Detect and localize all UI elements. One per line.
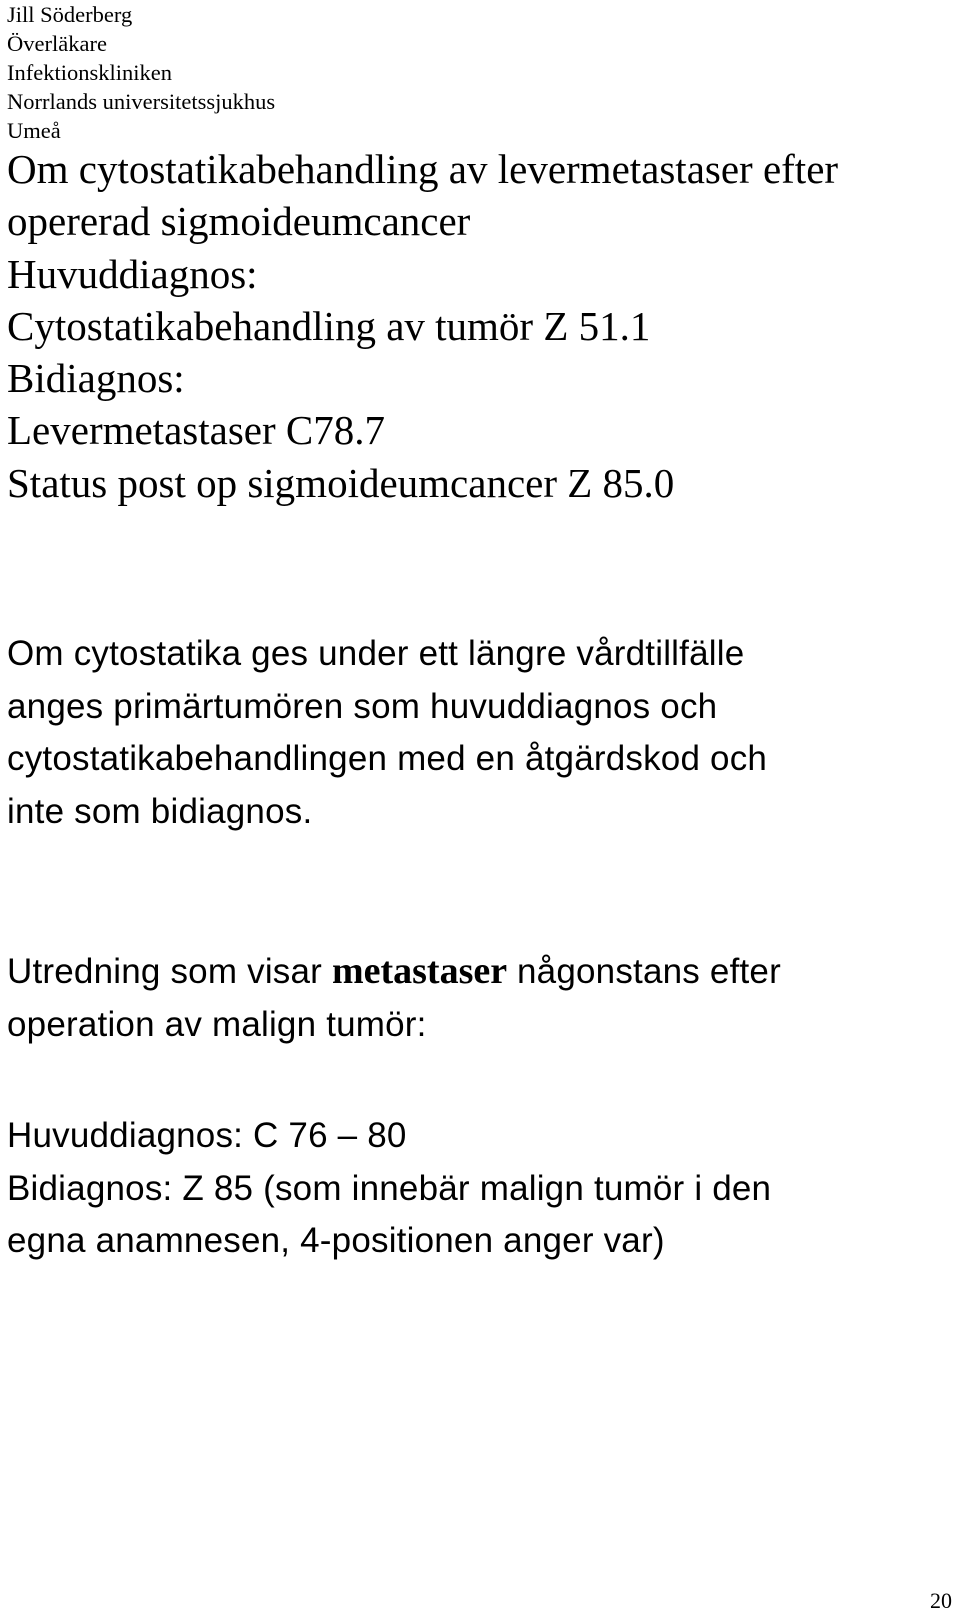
page-number: 20: [930, 1588, 952, 1613]
author-header: [7, 0, 275, 145]
diagnosis-line: Huvuddiagnos: C 76 – 80: [7, 1116, 407, 1155]
case-heading-line-2: opererad sigmoideumcancer: [7, 198, 471, 245]
note-line: cytostatikabehandlingen med en åtgärdskod och: [7, 739, 768, 778]
author-department: Infektionskliniken: [7, 60, 172, 85]
secondary-diagnosis-label: Bidiagnos:: [7, 355, 185, 402]
investigation-line-2: operation av malign tumör:: [7, 1004, 427, 1044]
author-title: Överläkare: [7, 31, 107, 56]
investigation-line-1: [7, 945, 781, 999]
investigation-text-after: någonstans efter: [507, 952, 781, 991]
diagnoses-paragraph: [7, 1110, 771, 1268]
author-city: Umeå: [7, 118, 61, 143]
case-heading-line-1: Om cytostatikabehandling av levermetastaser efter: [7, 146, 839, 192]
main-diagnosis-label: Huvuddiagnos:: [7, 250, 258, 297]
metastaser-bold-term: metastaser: [331, 950, 508, 992]
investigation-text-before: Utredning som visar: [7, 952, 332, 991]
secondary-diagnosis-value-2: Status post op sigmoideumcancer Z 85.0: [7, 459, 675, 506]
note-line: inte som bidiagnos.: [7, 791, 313, 831]
note-paragraph: [7, 628, 767, 838]
note-line: Om cytostatika ges under ett längre vårdtillfälle: [7, 634, 745, 673]
secondary-diagnosis-value-1: Levermetastaser C78.7: [7, 407, 385, 454]
diagnosis-line: egna anamnesen, 4-positionen anger var): [7, 1221, 665, 1260]
case-example-block: [7, 143, 838, 509]
author-hospital: Norrlands universitetssjukhus: [7, 89, 276, 114]
diagnosis-line: Bidiagnos: Z 85 (som innebär malign tumör i den: [7, 1168, 772, 1208]
main-diagnosis-value: Cytostatikabehandling av tumör Z 51.1: [7, 302, 651, 349]
investigation-paragraph: [7, 945, 781, 1051]
note-line: anges primärtumören som huvuddiagnos och: [7, 686, 718, 726]
author-name: Jill Söderberg: [7, 2, 133, 27]
